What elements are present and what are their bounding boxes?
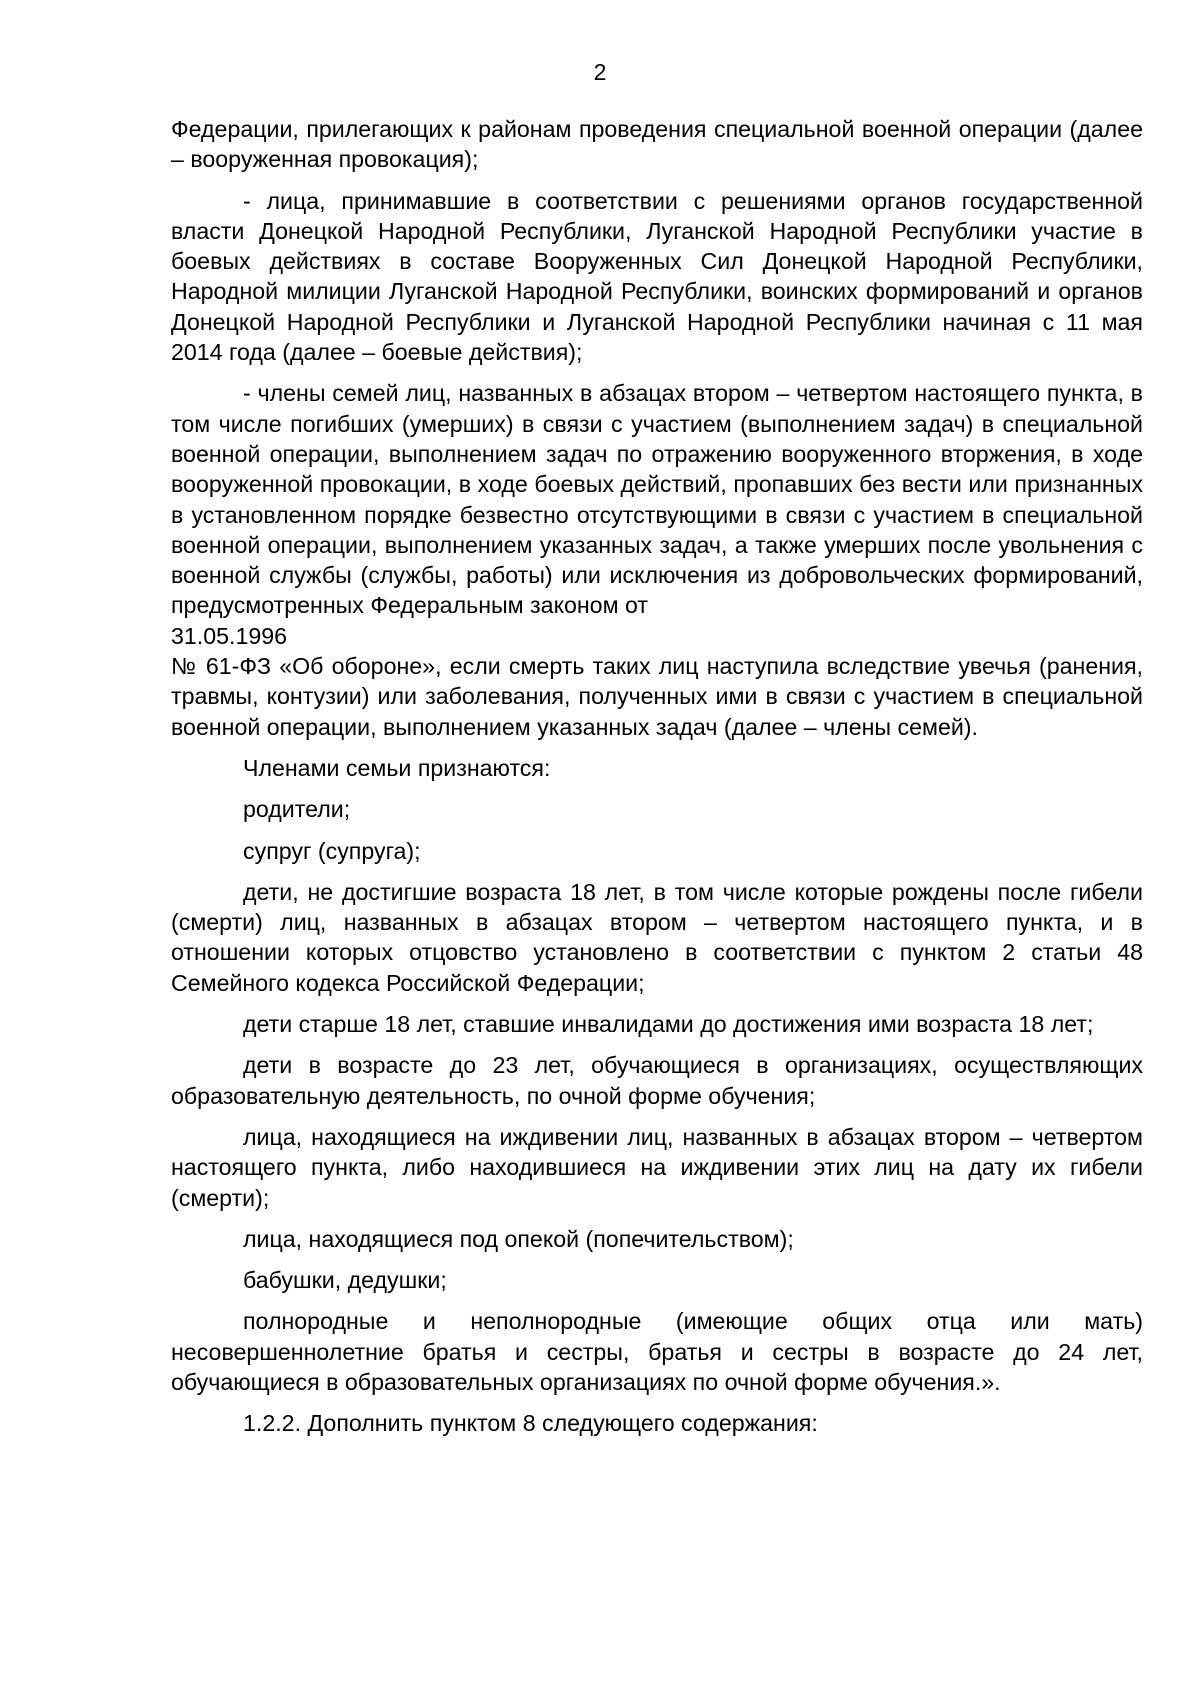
paragraph-13: лица, находящиеся под опекой (попечительством);	[243, 1225, 794, 1252]
paragraph-11: дети в возрасте до 23 лет, обучающиеся в организациях, осуществляющих образовательную деятельность, по очной форме обучения;	[171, 1052, 1143, 1109]
page-number: 2	[593, 59, 607, 85]
paragraph-15: полнородные и неполнородные (имеющие общих отца или мать) несовершеннолетние братья и сестры, братья и сестры в возрасте до 24 лет, обучающиеся в образовательных организациях по очной форме обучения.».	[171, 1308, 1143, 1395]
paragraph-16: 1.2.2. Дополнить пунктом 8 следующего содержания:	[243, 1410, 818, 1437]
paragraph-5: № 61-ФЗ «Об обороне», если смерть таких лиц наступила вследствие увечья (ранения, травмы, контузии) или заболевания, полученных ими в связи с участием в специальной военной операции, выполнением указанных задач (далее – члены семей).	[171, 653, 1143, 740]
paragraph-14: бабушки, дедушки;	[243, 1267, 447, 1294]
paragraph-4: 31.05.1996	[171, 622, 288, 649]
paragraph-1: Федерации, прилегающих к районам проведения специальной военной операции (далее – вооруженная провокация);	[171, 116, 1143, 173]
paragraph-8: супруг (супруга);	[243, 837, 421, 864]
paragraph-10: дети старше 18 лет, ставшие инвалидами до достижения ими возраста 18 лет;	[243, 1011, 1094, 1038]
paragraph-7: родители;	[243, 796, 351, 823]
paragraph-2: - лица, принимавшие в соответствии с решениями органов государственной власти Донецкой Народной Республики, Луганской Народной Республики участие в боевых действиях в составе Вооруженных Сил Донецкой Народной Республики, Народной милиции Луганской Народной Республики, воинских формирований и органов Донецкой Народной Республики и Луганской Народной Республики начиная с 11 мая 2014 года (далее – боевые действия);	[171, 187, 1143, 366]
paragraph-6: Членами семьи признаются:	[243, 754, 551, 781]
document-body	[171, 114, 1143, 1450]
paragraph-9: дети, не достигшие возраста 18 лет, в том числе которые рождены после гибели (смерти) лиц, названных в абзацах втором – четвертом настоящего пункта, и в отношении которых отцовство установлено в соответствии с пунктом 2 статьи 48 Семейного кодекса Российской Федерации;	[171, 878, 1143, 996]
paragraph-12: лица, находящиеся на иждивении лиц, названных в абзацах втором – четвертом настоящего пункта, либо находившиеся на иждивении этих лиц на дату их гибели (смерти);	[171, 1123, 1143, 1211]
paragraph-3: - члены семей лиц, названных в абзацах втором – четвертом настоящего пункта, в том числе погибших (умерших) в связи с участием (выполнением задач) в специальной военной операции, выполнением задач по отражению вооруженного вторжения, в ходе вооруженной провокации, в ходе боевых действий, пропавших без вести или признанных в установленном порядке безвестно отсутствующими в связи с участием в специальной военной операции, выполнением указанных задач, а также умерших после увольнения с военной службы (службы, работы) или исключения из добровольческих формирований, предусмотренных Федеральным законом от	[171, 380, 1143, 619]
